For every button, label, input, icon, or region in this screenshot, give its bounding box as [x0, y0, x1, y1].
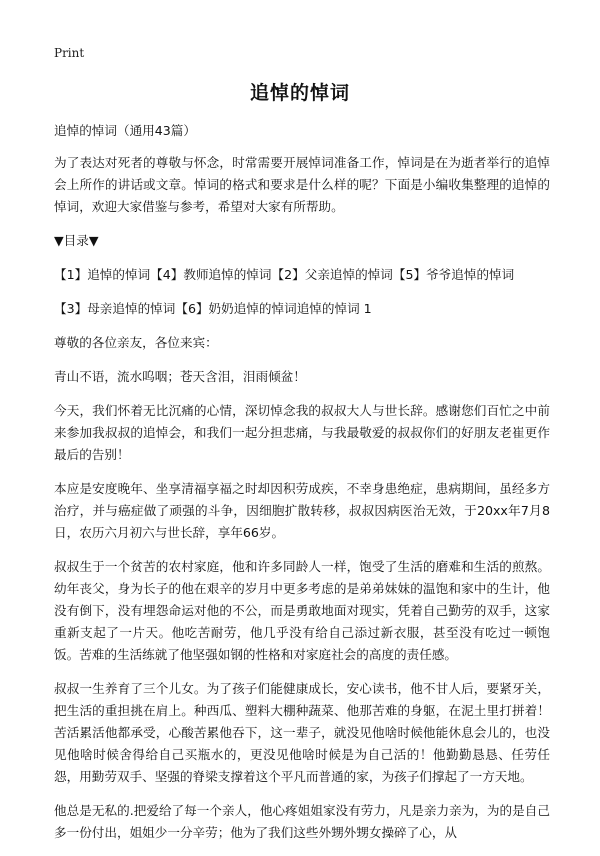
- body-paragraph: 本应是安度晚年、坐享清福享福之时却因积劳成疾，不幸身患绝症，患病期间，虽经多方治疗，并与癌症做了顽强的斗争，因细胞扩散转移，叔叔因病医治无效，于20xx年7月8日，农历六月初六与世长辞，享年66岁。: [54, 481, 550, 540]
- toc-line[interactable]: 【1】追悼的悼词【4】教师追悼的悼词【2】父亲追悼的悼词【5】爷爷追悼的悼词: [54, 267, 515, 282]
- document-body: [54, 120, 550, 856]
- print-label[interactable]: Print: [54, 46, 85, 60]
- toc-heading: ▼目录▼: [54, 233, 99, 248]
- body-paragraph: 今天，我们怀着无比沉痛的心情，深切悼念我的叔叔大人与世长辞。感谢您们百忙之中前来参加我叔叔的追悼会，和我们一起分担悲痛，与我最敬爱的叔叔你们的好朋友老崔更作最后的告别！: [54, 403, 550, 462]
- body-paragraph: 叔叔一生养育了三个儿女。为了孩子们能健康成长，安心读书，他不甘人后，要紧牙关，把生活的重担挑在肩上。种西瓜、塑料大棚种蔬菜、他那苦难的身躯，在泥土里打拼着！苦活累活他都承受，心酸苦累他吞下，这一辈子，就没见他啥时候他能休息会儿的，也没见他啥时候舍得给自己买瓶水的，更没见他啥时候是为自己活的！他勤勤恳恳、任劳任怨，用勤劳双手、坚强的脊梁支撑着这个平凡而普通的家，为孩子们撑起了一方天地。: [54, 681, 550, 784]
- document-subtitle: 追悼的悼词（通用43篇）: [54, 123, 196, 138]
- body-paragraph: 青山不语，流水呜咽；苍天含泪，泪雨倾盆！: [54, 369, 306, 384]
- table-of-contents: [54, 264, 550, 320]
- intro-paragraph: 为了表达对死者的尊敬与怀念，时常需要开展悼词准备工作，悼词是在为逝者举行的追悼会上所作的讲话或文章。悼词的格式和要求是什么样的呢？下面是小编收集整理的追悼的悼词，欢迎大家借鉴与参考，希望对大家有所帮助。: [54, 155, 550, 214]
- body-paragraph: 他总是无私的.把爱给了每一个亲人，他心疼姐姐家没有劳力，凡是亲力亲为，为的是自己多一份付出，姐姐少一分辛劳；他为了我们这些外甥外甥女操碎了心，从: [54, 803, 550, 840]
- page-title: 追悼的悼词: [249, 82, 350, 104]
- body-paragraph: 尊敬的各位亲友，各位来宾：: [54, 335, 218, 350]
- body-paragraph: 叔叔生于一个贫苦的农村家庭，他和许多同龄人一样，饱受了生活的磨难和生活的煎熬。幼年丧父，身为长子的他在艰辛的岁月中更多考虑的是弟弟妹妹的温饱和家中的生计，他没有倒下，没有埋怨命运对他的不公，而是勇敢地面对现实，凭着自己勤劳的双手，这家重新支起了一片天。他吃苦耐劳，他几乎没有给自己添过新衣服，甚至没有吃过一顿饱饭。苦难的生活练就了他坚强如钢的性格和对家庭社会的高度的责任感。: [54, 559, 550, 662]
- toc-line[interactable]: 【3】母亲追悼的悼词【6】奶奶追悼的悼词追悼的悼词 1: [54, 301, 372, 316]
